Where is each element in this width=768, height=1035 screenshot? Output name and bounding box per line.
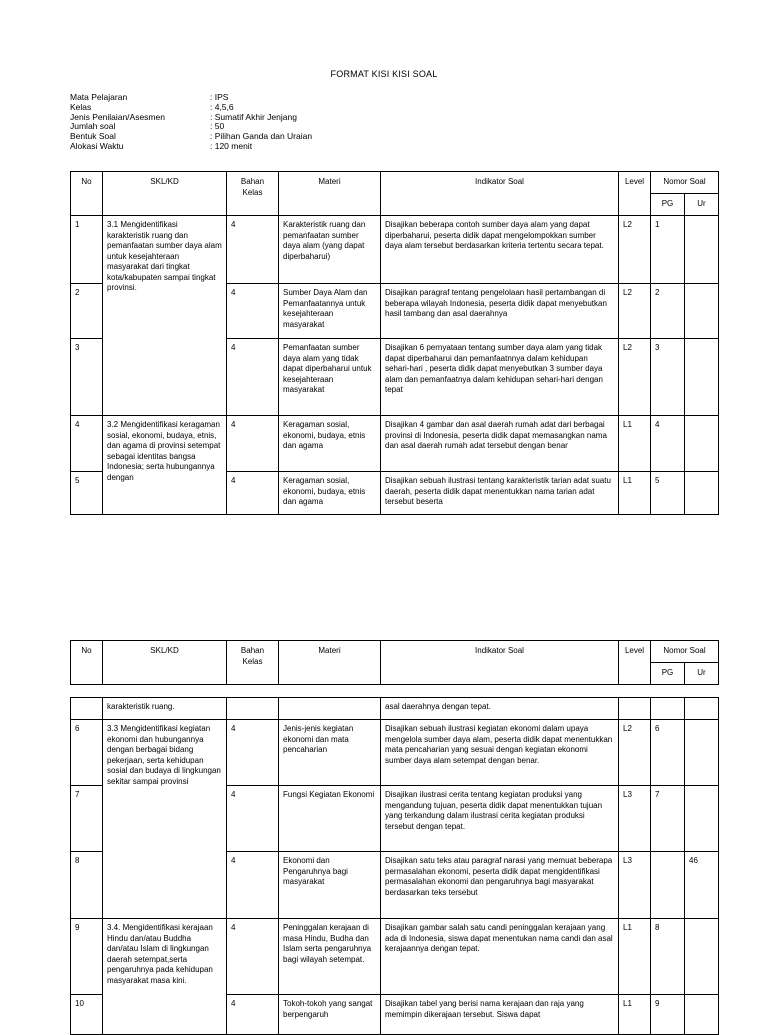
cell-ur <box>685 995 719 1035</box>
cell-bahan: 4 <box>227 995 279 1035</box>
cell-bahan: 4 <box>227 472 279 515</box>
cell-level: L2 <box>619 284 651 339</box>
cell-pg: 9 <box>651 995 685 1035</box>
cell-kd: karakteristik ruang. <box>103 698 227 720</box>
cell-pg: 6 <box>651 720 685 786</box>
cell-ur <box>685 919 719 995</box>
cell-pg: 5 <box>651 472 685 515</box>
cell-level: L1 <box>619 416 651 472</box>
cell-ur <box>685 472 719 515</box>
meta-label: Bentuk Soal <box>70 131 116 142</box>
cell-materi: Jenis-jenis kegiatan ekonomi dan mata pencaharian <box>279 720 381 786</box>
cell-bahan: 4 <box>227 852 279 919</box>
header-ur: Ur <box>685 663 719 685</box>
cell-ur <box>685 720 719 786</box>
cell-pg <box>651 698 685 720</box>
table-row <box>71 720 719 786</box>
cell-bahan <box>227 698 279 720</box>
cell-level: L3 <box>619 786 651 852</box>
cell-level: L1 <box>619 472 651 515</box>
cell-pg: 3 <box>651 339 685 416</box>
cell-pg: 8 <box>651 919 685 995</box>
cell-bahan: 4 <box>227 284 279 339</box>
cell-kd: 3.3 Mengidentifikasi kegiatan ekonomi dan hubungannya dengan berbagai bidang pekerjaan, serta kehidupan sosial dan budaya di lingkungan sekitar sampai provinsi <box>103 720 227 919</box>
meta-label: Mata Pelajaran <box>70 92 128 102</box>
cell-no: 6 <box>71 720 103 786</box>
cell-level <box>619 698 651 720</box>
table-row <box>71 216 719 284</box>
cell-materi: Fungsi Kegiatan Ekonomi <box>279 786 381 852</box>
cell-no: 1 <box>71 216 103 284</box>
cell-no: 5 <box>71 472 103 515</box>
cell-ur <box>685 284 719 339</box>
cell-no <box>71 698 103 720</box>
cell-no: 10 <box>71 995 103 1035</box>
cell-bahan: 4 <box>227 416 279 472</box>
cell-bahan: 4 <box>227 339 279 416</box>
meta-value: : 4,5,6 <box>210 101 234 112</box>
header-nomor-soal: Nomor Soal <box>651 172 719 194</box>
cell-no: 2 <box>71 284 103 339</box>
meta-value: : 50 <box>210 121 225 132</box>
cell-indikator: Disajikan tabel yang berisi nama kerajaan dan raja yang memimpin dikerajaan tersebut. Siswa dapat <box>381 995 619 1035</box>
cell-no: 8 <box>71 852 103 919</box>
meta-row <box>70 93 312 103</box>
cell-indikator: Disajikan ilustrasi cerita tentang kegiatan produksi yang mengandung tujuan, peserta didik dapat menentukkan tujuan yang terkandung dalam ilustrasi cerita kegiatan produksi tersebut dengan tepat. <box>381 786 619 852</box>
cell-materi: Tokoh-tokoh yang sangat berpengaruh <box>279 995 381 1035</box>
cell-materi: Sumber Daya Alam dan Pemanfaatannya untuk kesejahteraan masyarakat <box>279 284 381 339</box>
cell-bahan: 4 <box>227 720 279 786</box>
cell-pg: 1 <box>651 216 685 284</box>
cell-indikator: Disajikan 6 pernyataan tentang sumber daya alam yang tidak dapat diperbaharui dan pemanfaatnnya dalam kehidupan sehari-hari , peserta didik dapat menyebutkan 3 sumber daya alam dan pemanfaatnya dalam kehidupan sehari-hari dengan tepat <box>381 339 619 416</box>
cell-indikator: Disajikan sebuah ilustrasi tentang karakteristik tarian adat suatu daerah, peserta didik dapat menentukkan nama tarian adat tersebut beserta <box>381 472 619 515</box>
cell-bahan: 4 <box>227 786 279 852</box>
meta-block <box>70 93 312 152</box>
meta-label: Kelas <box>70 101 92 112</box>
table-row <box>71 416 719 472</box>
cell-indikator: Disajikan paragraf tentang pengelolaan hasil pertambangan di beberapa wilayah Indonesia, peserta didik dapat menyebutkan hasil tambang dan asal daerahnya <box>381 284 619 339</box>
cell-materi: Karakteristik ruang dan pemanfaatan sumber daya alam (yang dapat diperbaharui) <box>279 216 381 284</box>
cell-level: L2 <box>619 216 651 284</box>
cell-pg <box>651 852 685 919</box>
header-materi: Materi <box>279 641 381 685</box>
header-ur: Ur <box>685 194 719 216</box>
meta-row <box>70 142 312 152</box>
cell-level: L1 <box>619 995 651 1035</box>
cell-bahan: 4 <box>227 216 279 284</box>
table-row <box>71 919 719 995</box>
cell-ur <box>685 698 719 720</box>
cell-pg: 7 <box>651 786 685 852</box>
header-no: No <box>71 641 103 685</box>
header-indikator: Indikator Soal <box>381 172 619 216</box>
header-no: No <box>71 172 103 216</box>
header-indikator: Indikator Soal <box>381 641 619 685</box>
cell-level: L2 <box>619 339 651 416</box>
meta-label: Jumlah soal <box>70 121 116 132</box>
table-header-row <box>71 641 719 663</box>
cell-ur <box>685 416 719 472</box>
cell-kd: 3.1 Mengidentifikasi karakteristik ruang dan pemanfaatan sumber daya alam untuk kesejahteraan masyarakat dari tingkat kota/kabupaten sampai tingkat provinsi. <box>103 216 227 416</box>
kisi-kisi-table-1 <box>70 171 719 515</box>
cell-indikator: Disajikan satu teks atau paragraf narasi yang memuat beberapa permasalahan ekonomi, peserta didik dapat mengidentifikasi permasalahan ekonomi dan pengaruhnya bagi masyarakat berdasarkan teks tersebut <box>381 852 619 919</box>
header-level: Level <box>619 172 651 216</box>
table-header-row <box>71 172 719 194</box>
header-bahan: Bahan Kelas <box>227 641 279 685</box>
cell-ur <box>685 339 719 416</box>
cell-no: 9 <box>71 919 103 995</box>
meta-label: Jenis Penilaian/Asesmen <box>70 111 165 122</box>
kisi-kisi-table-2-header <box>70 640 719 685</box>
cell-kd: 3.4. Mengidentifikasi kerajaan Hindu dan/atau Buddha dan/atau Islam di lingkungan daerah setempat,serta pengaruhnya pada kehidupan masyarakat masa kini. <box>103 919 227 1035</box>
cell-level: L1 <box>619 919 651 995</box>
cell-indikator: Disajikan beberapa contoh sumber daya alam yang dapat diperbaharui, peserta didik dapat mengelompokkan sumber daya alam tersebut berdasarkan kriteria tertentu secara tepat. <box>381 216 619 284</box>
cell-ur: 46 <box>685 852 719 919</box>
cell-materi <box>279 698 381 720</box>
cell-pg: 4 <box>651 416 685 472</box>
meta-label: Alokasi Waktu <box>70 140 124 151</box>
cell-kd: 3.2 Mengidentifikasi keragaman sosial, ekonomi, budaya, etnis, dan agama di provinsi setempat sebagai identitas bangsa Indonesia; serta hubungannya dengan <box>103 416 227 515</box>
meta-value: : Sumatif Akhir Jenjang <box>210 111 297 122</box>
table-row <box>71 698 719 720</box>
header-nomor-soal: Nomor Soal <box>651 641 719 663</box>
cell-no: 3 <box>71 339 103 416</box>
cell-materi: Pemanfaatan sumber daya alam yang tidak dapat diperbaharui untuk kesejahteraan masyarakat <box>279 339 381 416</box>
meta-value: : 120 menit <box>210 140 253 151</box>
cell-pg: 2 <box>651 284 685 339</box>
header-level: Level <box>619 641 651 685</box>
header-materi: Materi <box>279 172 381 216</box>
cell-no: 7 <box>71 786 103 852</box>
header-bahan: Bahan Kelas <box>227 172 279 216</box>
cell-indikator: Disajikan gambar salah satu candi peninggalan kerajaan yang ada di Indonesia, siswa dapat menentukan nama candi dan asal kerajaannya dengan tepat. <box>381 919 619 995</box>
cell-indikator: Disajikan sebuah ilustrasi kegiatan ekonomi dalam upaya mengelola sumber daya alam, peserta didik dapat menentukkan mata pencaharian yang sesuai dengan kegiatan ekonomi sumber daya alam setempat dengan benar. <box>381 720 619 786</box>
cell-level: L2 <box>619 720 651 786</box>
meta-value: : IPS <box>210 92 229 102</box>
cell-indikator: Disajikan 4 gambar dan asal daerah rumah adat dari berbagai provinsi di Indonesia, peserta didik dapat memasangkan nama dan asal daerah rumah adat tersebut dengan benar <box>381 416 619 472</box>
kisi-kisi-table-2 <box>70 697 719 1035</box>
cell-materi: Ekonomi dan Pengaruhnya bagi masyarakat <box>279 852 381 919</box>
header-skl: SKL/KD <box>103 641 227 685</box>
header-pg: PG <box>651 663 685 685</box>
document-title: FORMAT KISI KISI SOAL <box>330 69 438 79</box>
meta-value: : Pilihan Ganda dan Uraian <box>210 131 313 142</box>
cell-indikator: asal daerahnya dengan tepat. <box>381 698 619 720</box>
cell-materi: Keragaman sosial, ekonomi, budaya, etnis dan agama <box>279 416 381 472</box>
cell-materi: Keragaman sosial, ekonomi, budaya, etnis dan agama <box>279 472 381 515</box>
cell-bahan: 4 <box>227 919 279 995</box>
header-skl: SKL/KD <box>103 172 227 216</box>
cell-ur <box>685 786 719 852</box>
cell-materi: Peninggalan kerajaan di masa Hindu, Budha dan Islam serta pengaruhnya bagi wilayah setempat. <box>279 919 381 995</box>
cell-ur <box>685 216 719 284</box>
cell-level: L3 <box>619 852 651 919</box>
cell-no: 4 <box>71 416 103 472</box>
header-pg: PG <box>651 194 685 216</box>
